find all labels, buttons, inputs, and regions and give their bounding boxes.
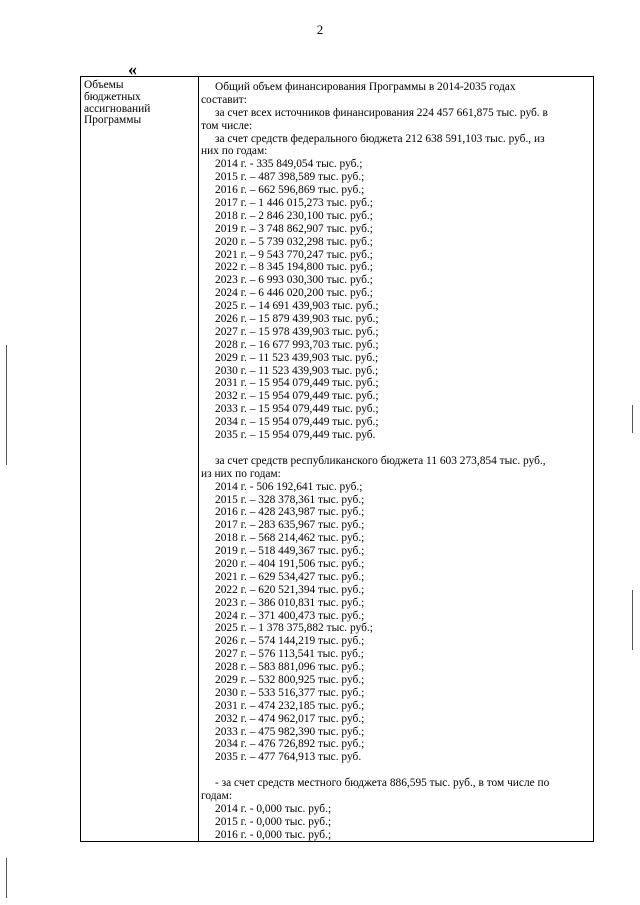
federal-year-item: 2018 г. – 2 846 230,100 тыс. руб.; (215, 209, 373, 222)
republic-year-item: 2028 г. – 583 881,096 тыс. руб.; (215, 661, 365, 674)
intro-line: Общий объем финансирования Программы в 2014-2035 годах (215, 81, 516, 93)
local-year-item: 2016 г. - 0,000 тыс. руб.; (215, 828, 332, 841)
republic-year-item: 2023 г. – 386 010,831 тыс. руб.; (215, 596, 365, 609)
all-sources-line: том числе: (201, 119, 253, 132)
republic-year-item: 2025 г. – 1 378 375,882 тыс. руб.; (215, 622, 373, 635)
left-cell-line: бюджетных (84, 90, 141, 103)
federal-year-item: 2017 г. – 1 446 015,273 тыс. руб.; (215, 197, 373, 210)
federal-year-item: 2030 г. – 11 523 439,903 тыс. руб.; (215, 364, 379, 377)
local-header: - за счет средств местного бюджета 886,595 тыс. руб., в том числе по (215, 777, 550, 790)
republic-year-item: 2026 г. – 574 144,219 тыс. руб.; (215, 635, 365, 648)
republic-year-item: 2014 г. - 506 192,641 тыс. руб.; (215, 480, 363, 493)
republic-year-item: 2022 г. – 620 521,394 тыс. руб.; (215, 583, 365, 596)
scan-artifact (632, 405, 633, 433)
republic-year-item: 2017 г. – 283 635,967 тыс. руб.; (215, 519, 365, 532)
local-header: годам: (201, 789, 232, 802)
federal-year-item: 2031 г. – 15 954 079,449 тыс. руб.; (215, 377, 379, 390)
federal-year-item: 2014 г. - 335 849,054 тыс. руб.; (215, 158, 363, 171)
republic-year-item: 2018 г. – 568 214,462 тыс. руб.; (215, 532, 365, 545)
republic-header: за счет средств республиканского бюджета 11 603 273,854 тыс. руб., (215, 454, 546, 467)
federal-year-list (201, 158, 591, 442)
local-year-item: 2014 г. - 0,000 тыс. руб.; (215, 802, 332, 815)
federal-header: них по годам: (201, 145, 268, 158)
republic-year-item: 2033 г. – 475 982,390 тыс. руб.; (215, 725, 365, 738)
scan-artifact (632, 590, 633, 650)
federal-year-item: 2024 г. – 6 446 020,200 тыс. руб.; (215, 287, 373, 300)
federal-year-item: 2034 г. – 15 954 079,449 тыс. руб.; (215, 416, 379, 429)
republic-year-item: 2029 г. – 532 800,925 тыс. руб.; (215, 673, 365, 686)
republic-year-item: 2032 г. – 474 962,017 тыс. руб.; (215, 712, 365, 725)
federal-year-item: 2015 г. – 487 398,589 тыс. руб.; (215, 171, 365, 184)
section-spacer (201, 442, 591, 455)
local-year-list (201, 803, 591, 842)
opening-quote-mark: « (128, 59, 137, 79)
republic-year-item: 2024 г. – 371 400,473 тыс. руб.; (215, 609, 365, 622)
republic-year-item: 2016 г. – 428 243,987 тыс. руб.; (215, 506, 365, 519)
scan-artifact (6, 858, 7, 898)
republic-year-item: 2034 г. – 476 726,892 тыс. руб.; (215, 738, 365, 751)
federal-year-item: 2026 г. – 15 879 439,903 тыс. руб.; (215, 313, 379, 326)
page-number: 2 (316, 22, 324, 37)
scan-artifact (6, 345, 7, 465)
left-cell-line: ассигнований (84, 102, 151, 115)
federal-year-item: 2035 г. – 15 954 079,449 тыс. руб. (215, 429, 376, 442)
federal-year-item: 2020 г. – 5 739 032,298 тыс. руб.; (215, 235, 373, 248)
budget-table (80, 76, 594, 842)
republic-year-item: 2035 г. – 477 764,913 тыс. руб. (215, 751, 362, 764)
republic-year-item: 2020 г. – 404 191,506 тыс. руб.; (215, 557, 365, 570)
federal-year-item: 2032 г. – 15 954 079,449 тыс. руб.; (215, 390, 379, 403)
federal-year-item: 2027 г. – 15 978 439,903 тыс. руб.; (215, 325, 379, 338)
federal-year-item: 2028 г. – 16 677 993,703 тыс. руб.; (215, 338, 379, 351)
section-spacer (201, 764, 591, 777)
republic-year-item: 2015 г. – 328 378,361 тыс. руб.; (215, 493, 365, 506)
left-cell-line: Программы (84, 114, 142, 127)
federal-year-item: 2021 г. – 9 543 770,247 тыс. руб.; (215, 248, 373, 261)
federal-header: за счет средств федерального бюджета 212 638 591,103 тыс. руб., из (215, 132, 545, 145)
right-cell-content (201, 81, 591, 842)
intro-line: составит: (201, 93, 247, 106)
republic-year-list (201, 481, 591, 765)
all-sources-line: за счет всех источников финансирования 224 457 661,875 тыс. руб. в (215, 106, 548, 119)
left-cell-label (84, 80, 192, 127)
federal-year-item: 2029 г. – 11 523 439,903 тыс. руб.; (215, 351, 379, 364)
federal-year-item: 2022 г. – 8 345 194,800 тыс. руб.; (215, 261, 373, 274)
republic-year-item: 2027 г. – 576 113,541 тыс. руб.; (215, 648, 364, 661)
republic-year-item: 2019 г. – 518 449,367 тыс. руб.; (215, 545, 365, 558)
federal-year-item: 2033 г. – 15 954 079,449 тыс. руб.; (215, 403, 379, 416)
republic-header: из них по годам: (201, 467, 281, 480)
federal-year-item: 2019 г. – 3 748 862,907 тыс. руб.; (215, 222, 373, 235)
federal-year-item: 2025 г. – 14 691 439,903 тыс. руб.; (215, 300, 379, 313)
republic-year-item: 2030 г. – 533 516,377 тыс. руб.; (215, 686, 365, 699)
federal-year-item: 2016 г. – 662 596,869 тыс. руб.; (215, 184, 365, 197)
republic-year-item: 2031 г. – 474 232,185 тыс. руб.; (215, 699, 365, 712)
column-divider (198, 77, 199, 841)
local-year-item: 2015 г. - 0,000 тыс. руб.; (215, 815, 332, 828)
federal-year-item: 2023 г. – 6 993 030,300 тыс. руб.; (215, 274, 373, 287)
republic-year-item: 2021 г. – 629 534,427 тыс. руб.; (215, 570, 365, 583)
left-cell-line: Объемы (84, 79, 124, 91)
